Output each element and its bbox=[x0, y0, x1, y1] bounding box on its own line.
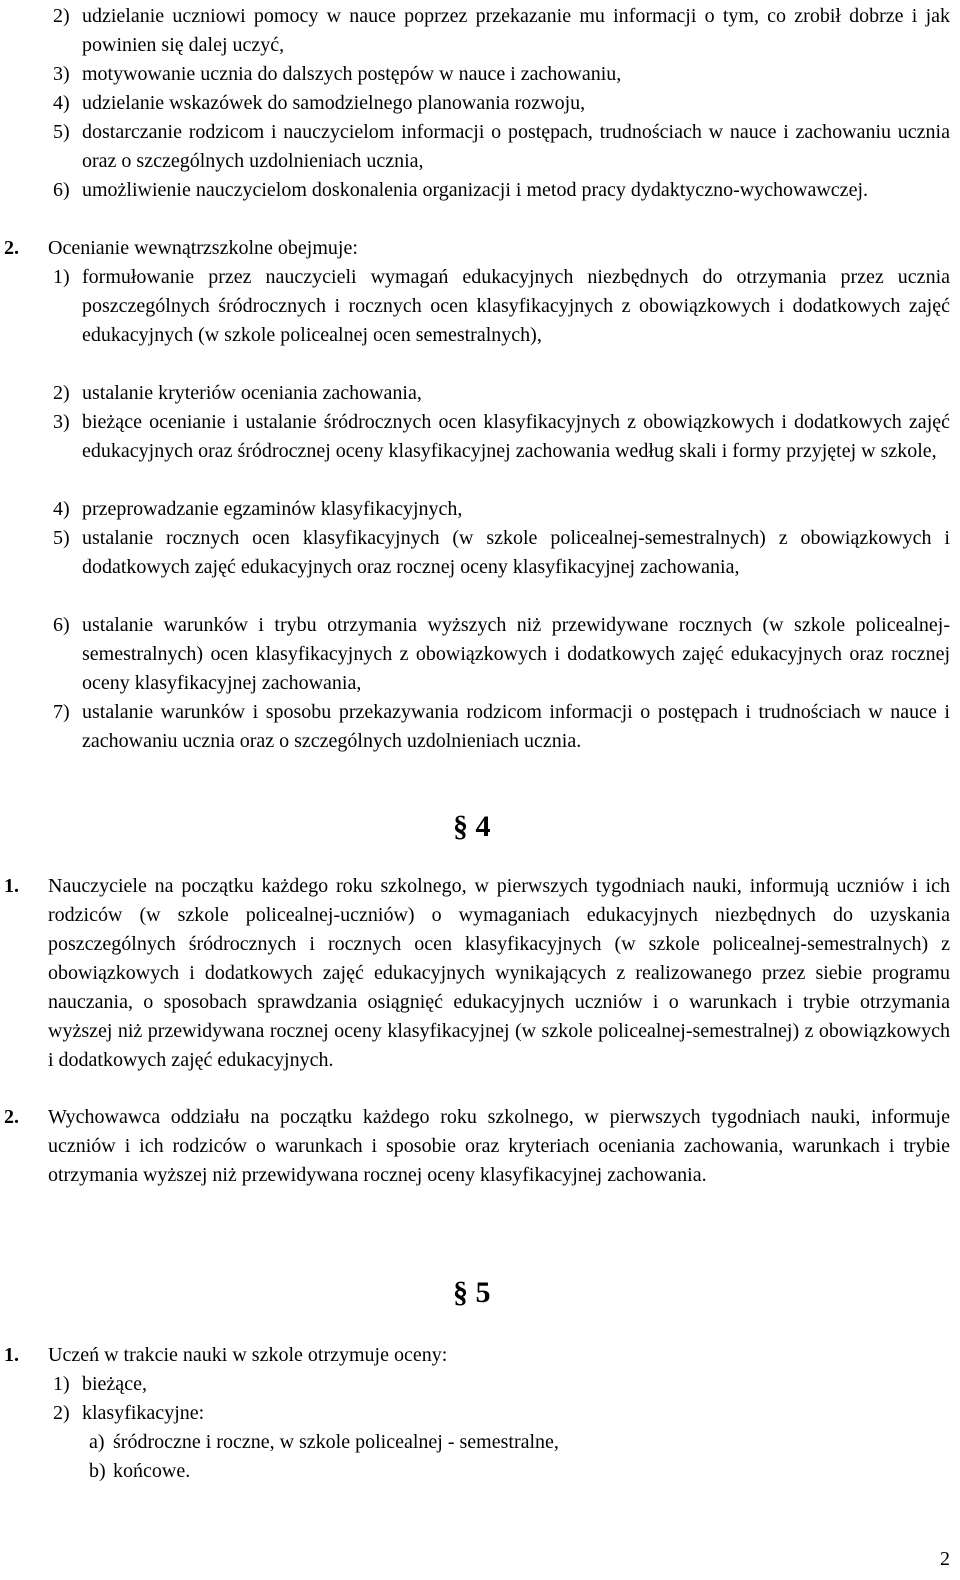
section-2 bbox=[4, 234, 950, 263]
list-item bbox=[53, 611, 950, 698]
list-item bbox=[53, 524, 950, 582]
item-number: 7) bbox=[53, 701, 70, 723]
item-number: 3) bbox=[53, 63, 70, 85]
list-item bbox=[53, 176, 950, 205]
item-text: ustalanie warunków i trybu otrzymania wyższych niż przewidywane rocznych (w szkole policealnej-semestralnych) ocen klasyfikacyjnych z obowiązkowych i dodatkowych zajęć edukacyjnych oraz rocznej oceny klasyfikacyjnej zachowania, bbox=[82, 614, 950, 694]
sublist-item bbox=[89, 1457, 950, 1486]
item-number: 6) bbox=[53, 179, 70, 201]
item-text: motywowanie ucznia do dalszych postępów w nauce i zachowaniu, bbox=[82, 63, 622, 85]
list-item bbox=[53, 1399, 950, 1428]
paragraph-heading-5: § 5 bbox=[453, 1276, 491, 1309]
item-number: 6) bbox=[53, 614, 70, 636]
list-item bbox=[53, 379, 950, 408]
item-number: 1) bbox=[53, 1373, 70, 1395]
item-text: formułowanie przez nauczycieli wymagań edukacyjnych niezbędnych do otrzymania przez ucznia poszczególnych śródrocznych i rocznych ocen klasyfikacyjnych z obowiązkowych i dodatkowych zajęć edukacyjnych (w szkole policealnej ocen semestralnych), bbox=[82, 266, 950, 346]
item-text: końcowe. bbox=[113, 1460, 191, 1482]
list-item bbox=[53, 408, 950, 466]
item-number: 2) bbox=[53, 5, 70, 27]
paragraph-number: 1. bbox=[4, 1344, 19, 1366]
section-intro: Ocenianie wewnątrzszkolne obejmuje: bbox=[48, 237, 358, 259]
item-number: 5) bbox=[53, 527, 70, 549]
list-item bbox=[53, 89, 950, 118]
list-item bbox=[53, 263, 950, 350]
item-text: udzielanie wskazówek do samodzielnego planowania rozwoju, bbox=[82, 92, 586, 114]
item-text: dostarczanie rodzicom i nauczycielom informacji o postępach, trudnościach w nauce i zachowaniu ucznia oraz o szczególnych uzdolnieniach ucznia, bbox=[82, 121, 950, 172]
item-text: ustalanie kryteriów oceniania zachowania, bbox=[82, 382, 422, 404]
list-item bbox=[53, 698, 950, 756]
item-text: udzielanie uczniowi pomocy w nauce poprzez przekazanie mu informacji o tym, co zrobił dobrze i jak powinien się dalej uczyć, bbox=[82, 5, 950, 56]
paragraph-number: 2. bbox=[4, 1106, 19, 1128]
section-number: 2. bbox=[4, 237, 19, 259]
item-letter: b) bbox=[89, 1460, 106, 1482]
numbered-paragraph bbox=[4, 872, 950, 1075]
item-number: 1) bbox=[53, 266, 70, 288]
item-number: 4) bbox=[53, 92, 70, 114]
sublist-item bbox=[89, 1428, 950, 1457]
list-item bbox=[53, 118, 950, 176]
list-item bbox=[53, 495, 950, 524]
page-number: 2 bbox=[940, 1548, 950, 1570]
paragraph-text: Nauczyciele na początku każdego roku szkolnego, w pierwszych tygodniach nauki, informują uczniów i ich rodziców (w szkole policealnej-uczniów) o wymaganiach edukacyjnych niezbędnych do uzyskania poszczególnych śródrocznych i rocznych ocen klasyfikacyjnych (w szkole policealnej-semestralnych) z obowiązkowych i dodatkowych zajęć edukacyjnych wynikających z realizowanego przez siebie programu nauczania, o sposobach sprawdzania osiągnięć edukacyjnych uczniów i o warunkach i trybie otrzymania wyższej niż przewidywana rocznej oceny klasyfikacyjnej (w szkole policealnej-semestralnej) z obowiązkowych i dodatkowych zajęć edukacyjnych. bbox=[48, 875, 950, 1071]
list-item bbox=[53, 1370, 950, 1399]
item-number: 2) bbox=[53, 1402, 70, 1424]
item-text: klasyfikacyjne: bbox=[82, 1402, 205, 1424]
item-letter: a) bbox=[89, 1431, 105, 1453]
paragraph-number: 1. bbox=[4, 875, 19, 897]
item-text: bieżące ocenianie i ustalanie śródrocznych ocen klasyfikacyjnych z obowiązkowych i dodatkowych zajęć edukacyjnych oraz śródrocznej oceny klasyfikacyjnej zachowania według skali i formy przyjętej w szkole, bbox=[82, 411, 950, 462]
list-item bbox=[53, 60, 950, 89]
paragraph-heading-4: § 4 bbox=[453, 810, 491, 843]
item-text: śródroczne i roczne, w szkole policealnej - semestralne, bbox=[113, 1431, 559, 1453]
item-text: umożliwienie nauczycielom doskonalenia organizacji i metod pracy dydaktyczno-wychowawczej. bbox=[82, 179, 868, 201]
item-number: 4) bbox=[53, 498, 70, 520]
item-number: 3) bbox=[53, 411, 70, 433]
item-number: 2) bbox=[53, 382, 70, 404]
item-text: bieżące, bbox=[82, 1373, 147, 1395]
list-item bbox=[53, 2, 950, 60]
item-text: ustalanie rocznych ocen klasyfikacyjnych (w szkole policealnej-semestralnych) z obowiązkowych i dodatkowych zajęć edukacyjnych oraz rocznej oceny klasyfikacyjnej zachowania, bbox=[82, 527, 950, 578]
numbered-paragraph bbox=[4, 1341, 950, 1370]
paragraph-text: Wychowawca oddziału na początku każdego roku szkolnego, w pierwszych tygodniach nauki, informuje uczniów i ich rodziców o warunkach i sposobie oraz kryteriach oceniania zachowania, warunkach i trybie otrzymania wyższej niż przewidywana rocznej oceny klasyfikacyjnej zachowania. bbox=[48, 1106, 950, 1186]
numbered-paragraph bbox=[4, 1103, 950, 1190]
item-text: ustalanie warunków i sposobu przekazywania rodzicom informacji o postępach i trudnościach w nauce i zachowaniu ucznia oraz o szczególnych uzdolnieniach ucznia. bbox=[82, 701, 950, 752]
item-text: przeprowadzanie egzaminów klasyfikacyjnych, bbox=[82, 498, 463, 520]
item-number: 5) bbox=[53, 121, 70, 143]
paragraph-text: Uczeń w trakcie nauki w szkole otrzymuje oceny: bbox=[48, 1344, 448, 1366]
